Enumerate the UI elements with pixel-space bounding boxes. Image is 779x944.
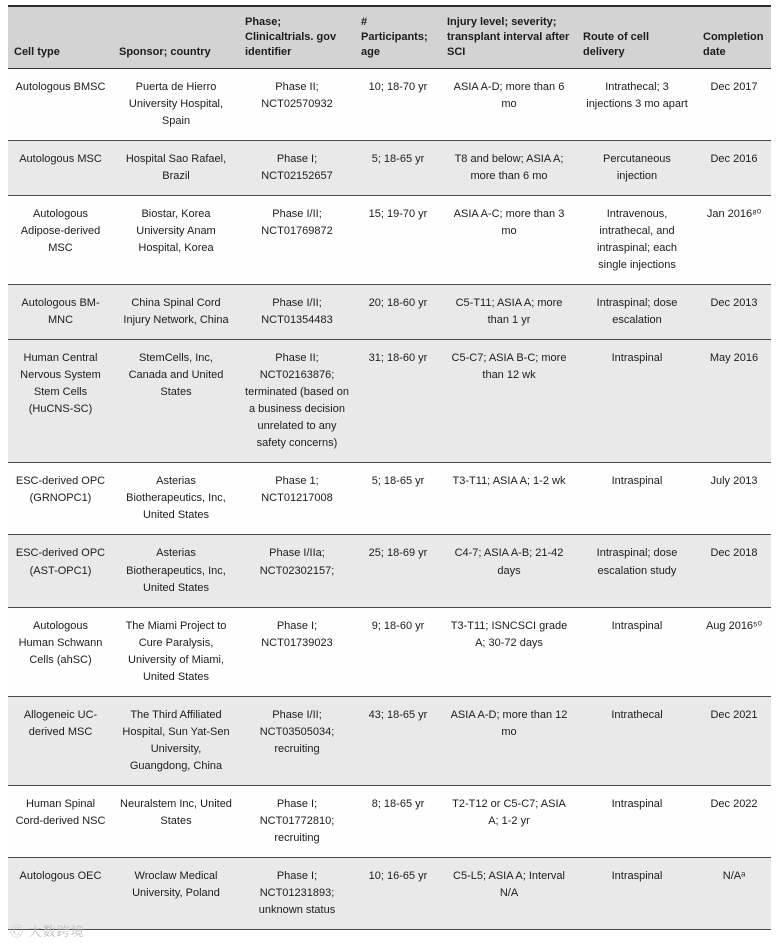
table-cell: C4-7; ASIA A-B; 21-42 days — [454, 547, 564, 577]
table-cell: 25; 18-69 yr — [368, 547, 428, 560]
table-cell: Biostar, Korea University Anam Hospital, Korea — [136, 207, 216, 254]
table-cell: Intraspinal — [611, 352, 663, 365]
table-cell: Phase I/IIa; NCT02302157; — [259, 547, 335, 577]
table-cell: T8 and below; ASIA A; more than 6 mo — [454, 152, 564, 182]
table-cell: Phase I; NCT01739023 — [261, 619, 333, 649]
table-cell: Phase II; NCT02163876; terminated (based on a business decision unrelated to any safety concerns) — [245, 352, 349, 450]
clinical-trials-table — [8, 5, 771, 930]
table-cell: StemCells, Inc, Canada and United States — [128, 352, 224, 399]
table-cell: 9; 18-60 yr — [371, 619, 425, 632]
table-cell: Aug 2016⁵⁰ — [705, 619, 763, 632]
table-cell: Intraspinal — [611, 619, 663, 632]
table-cell: Intraspinal — [611, 870, 663, 883]
table-row — [8, 607, 771, 696]
table-cell: Intraspinal — [611, 475, 663, 488]
table-row — [8, 785, 771, 857]
table-cell: Autologous BMSC — [15, 80, 106, 93]
column-header-7: Completion date — [703, 30, 764, 58]
table-cell: ESC-derived OPC (GRNOPC1) — [15, 475, 106, 505]
table-row — [8, 68, 771, 140]
table-cell: Autologous Human Schwann Cells (ahSC) — [18, 619, 103, 666]
table-cell: Intrathecal; 3 injections 3 mo apart — [586, 80, 688, 110]
table-cell: 31; 18-60 yr — [368, 352, 428, 365]
table-cell: Dec 2017 — [710, 80, 758, 93]
table-cell: Autologous MSC — [19, 152, 102, 165]
table-body — [8, 68, 771, 930]
table-cell: ESC-derived OPC (AST-OPC1) — [15, 547, 106, 577]
table-cell: 10; 16-65 yr — [368, 870, 428, 883]
table-cell: Human Central Nervous System Stem Cells (HuCNS-SC) — [20, 352, 101, 416]
table-cell: 5; 18-65 yr — [371, 475, 425, 488]
table-cell: Phase I; NCT02152657 — [261, 152, 333, 182]
table-cell: Allogeneic UC-derived MSC — [23, 708, 98, 738]
table-row — [8, 858, 771, 930]
table-cell: China Spinal Cord Injury Network, China — [123, 296, 229, 326]
table-cell: T2-T12 or C5-C7; ASIA A; 1-2 yr — [452, 797, 566, 828]
table-cell: Autologous Adipose-derived MSC — [20, 207, 101, 254]
table-row — [8, 340, 771, 463]
table-row — [8, 140, 771, 195]
table-cell: May 2016 — [709, 352, 759, 365]
table-cell: C5-L5; ASIA A; Interval N/A — [453, 870, 565, 900]
table-cell: Puerta de Hierro University Hospital, Spain — [128, 80, 224, 127]
table-cell: 5; 18-65 yr — [371, 152, 425, 165]
table-cell: Intravenous, intrathecal, and intraspinal; each single injections — [596, 207, 678, 271]
table-cell: 10; 18-70 yr — [368, 80, 428, 93]
table-cell: Autologous OEC — [19, 870, 102, 883]
table-row — [8, 463, 771, 535]
table-cell: C5-T11; ASIA A; more than 1 yr — [455, 296, 563, 326]
column-header-4: # Participants; age — [361, 16, 428, 58]
table-header — [8, 6, 771, 68]
table-cell: N/Aᵃ — [722, 870, 746, 883]
table-cell: Jan 2016⁸⁰ — [706, 207, 762, 220]
table-cell: Percutaneous injection — [603, 152, 671, 182]
table-cell: Intraspinal; dose escalation — [596, 296, 678, 326]
table-cell: Dec 2016 — [710, 152, 758, 165]
table-row — [8, 195, 771, 284]
table-cell: 8; 18-65 yr — [371, 797, 425, 810]
table-cell: The Third Affiliated Hospital, Sun Yat-Sen University, Guangdong, China — [122, 708, 230, 772]
table-row — [8, 284, 771, 339]
table-cell: Intraspinal — [611, 797, 663, 810]
table-row — [8, 696, 771, 785]
table-cell: Hospital Sao Rafael, Brazil — [125, 152, 227, 182]
table-cell: Phase I; NCT01772810; recruiting — [259, 797, 335, 845]
table-cell: Phase 1; NCT01217008 — [261, 475, 333, 505]
table-cell: Human Spinal Cord-derived NSC — [15, 797, 106, 828]
column-header-1: Cell type — [14, 45, 60, 58]
table-cell: Dec 2022 — [710, 797, 758, 810]
column-header-6: Route of cell delivery — [583, 30, 650, 58]
table-cell: Dec 2013 — [710, 296, 758, 309]
watermark: Ⓒ 大数跨境 — [10, 924, 85, 940]
table-cell: Phase I/II; NCT01769872 — [261, 207, 333, 237]
table-cell: Asterias Biotherapeutics, Inc, United States — [126, 547, 226, 594]
header-row — [8, 6, 771, 68]
table-cell: 43; 18-65 yr — [368, 708, 428, 721]
table-cell: Phase I/II; NCT01354483 — [261, 296, 333, 326]
table-cell: 15; 19-70 yr — [368, 207, 428, 220]
table-cell: July 2013 — [710, 475, 758, 488]
table-cell: The Miami Project to Cure Paralysis, University of Miami, United States — [125, 619, 227, 683]
table-cell: Dec 2018 — [710, 547, 758, 560]
table-cell: 20; 18-60 yr — [368, 296, 428, 309]
table-cell: Phase II; NCT02570932 — [261, 80, 333, 110]
table-cell: Phase I; NCT01231893; unknown status — [258, 870, 336, 917]
table-cell: ASIA A-D; more than 6 mo — [453, 80, 565, 110]
column-header-2: Sponsor; country — [119, 45, 211, 58]
table-cell: T3-T11; ISNCSCI grade A; 30-72 days — [450, 619, 568, 649]
column-header-3: Phase; Clinicaltrials. gov identifier — [245, 16, 337, 58]
table-cell: Dec 2021 — [710, 708, 758, 721]
table-cell: ASIA A-D; more than 12 mo — [450, 708, 568, 738]
column-header-5: Injury level; severity; transplant interval after SCI — [447, 16, 570, 58]
table-cell: Asterias Biotherapeutics, Inc, United States — [126, 475, 226, 522]
table-cell: T3-T11; ASIA A; 1-2 wk — [452, 475, 566, 488]
table-cell: C5-C7; ASIA B-C; more than 12 wk — [451, 352, 567, 382]
table-row — [8, 535, 771, 607]
table-cell: Wroclaw Medical University, Poland — [132, 870, 220, 900]
table-cell: Intraspinal; dose escalation study — [596, 547, 678, 577]
table-cell: Neuralstem Inc, United States — [120, 797, 232, 828]
table-cell: Autologous BM-MNC — [21, 296, 100, 326]
table-cell: ASIA A-C; more than 3 mo — [453, 207, 565, 237]
table-cell: Intrathecal — [611, 708, 663, 721]
table-cell: Phase I/II; NCT03505034; recruiting — [259, 708, 335, 755]
